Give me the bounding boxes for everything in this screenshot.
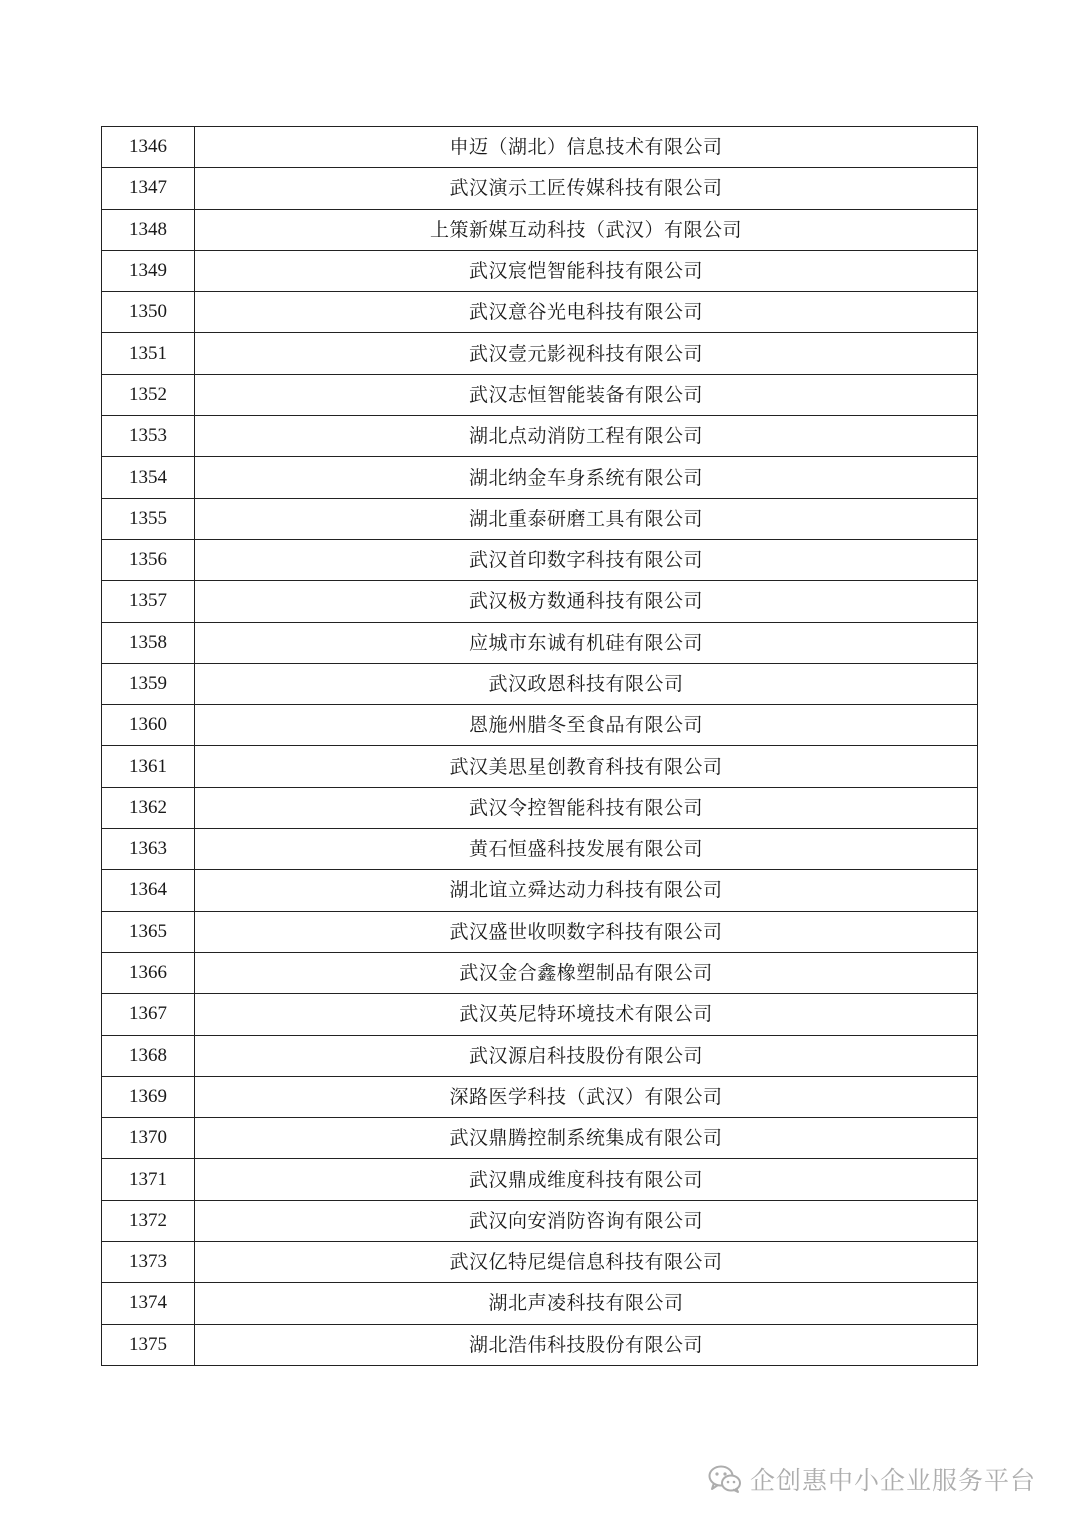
company-name-cell: 武汉令控智能科技有限公司	[195, 787, 978, 828]
row-number-cell: 1359	[102, 663, 195, 704]
row-number-cell: 1374	[102, 1283, 195, 1324]
row-number-cell: 1364	[102, 870, 195, 911]
table-row	[102, 829, 978, 870]
row-number-cell: 1348	[102, 209, 195, 250]
table-row	[102, 168, 978, 209]
company-name-cell: 武汉盛世收呗数字科技有限公司	[195, 911, 978, 952]
table-row	[102, 333, 978, 374]
table-row	[102, 952, 978, 993]
company-name-cell: 湖北点动消防工程有限公司	[195, 416, 978, 457]
table-row	[102, 250, 978, 291]
company-name-cell: 武汉美思星创教育科技有限公司	[195, 746, 978, 787]
row-number-cell: 1356	[102, 539, 195, 580]
company-name-cell: 武汉鼎成维度科技有限公司	[195, 1159, 978, 1200]
table-row	[102, 1324, 978, 1365]
row-number-cell: 1352	[102, 374, 195, 415]
row-number-cell: 1370	[102, 1118, 195, 1159]
company-name-cell: 武汉演示工匠传媒科技有限公司	[195, 168, 978, 209]
row-number-cell: 1361	[102, 746, 195, 787]
table-row	[102, 1283, 978, 1324]
row-number-cell: 1363	[102, 829, 195, 870]
row-number-cell: 1365	[102, 911, 195, 952]
company-name-cell: 武汉政恩科技有限公司	[195, 663, 978, 704]
table-row	[102, 416, 978, 457]
company-name-cell: 武汉源启科技股份有限公司	[195, 1035, 978, 1076]
company-name-cell: 申迈（湖北）信息技术有限公司	[195, 127, 978, 168]
row-number-cell: 1369	[102, 1076, 195, 1117]
row-number-cell: 1367	[102, 994, 195, 1035]
row-number-cell: 1355	[102, 498, 195, 539]
table-row	[102, 1159, 978, 1200]
row-number-cell: 1347	[102, 168, 195, 209]
table-row	[102, 1035, 978, 1076]
row-number-cell: 1371	[102, 1159, 195, 1200]
table-row	[102, 622, 978, 663]
row-number-cell: 1354	[102, 457, 195, 498]
company-name-cell: 上策新媒互动科技（武汉）有限公司	[195, 209, 978, 250]
table-row	[102, 746, 978, 787]
row-number-cell: 1372	[102, 1200, 195, 1241]
row-number-cell: 1353	[102, 416, 195, 457]
company-name-cell: 武汉意谷光电科技有限公司	[195, 292, 978, 333]
company-list-table	[101, 126, 978, 1366]
company-name-cell: 湖北纳金车身系统有限公司	[195, 457, 978, 498]
row-number-cell: 1362	[102, 787, 195, 828]
company-name-cell: 黄石恒盛科技发展有限公司	[195, 829, 978, 870]
row-number-cell: 1375	[102, 1324, 195, 1365]
company-name-cell: 湖北重泰研磨工具有限公司	[195, 498, 978, 539]
table-row	[102, 581, 978, 622]
company-name-cell: 武汉极方数通科技有限公司	[195, 581, 978, 622]
watermark-text: 企创惠中小企业服务平台	[750, 1466, 1037, 1495]
company-name-cell: 恩施州腊冬至食品有限公司	[195, 705, 978, 746]
company-name-cell: 武汉向安消防咨询有限公司	[195, 1200, 978, 1241]
table-row	[102, 539, 978, 580]
company-name-cell: 深路医学科技（武汉）有限公司	[195, 1076, 978, 1117]
table-row	[102, 1200, 978, 1241]
table-row	[102, 457, 978, 498]
table-row	[102, 705, 978, 746]
company-name-cell: 武汉志恒智能装备有限公司	[195, 374, 978, 415]
table-row	[102, 209, 978, 250]
company-name-cell: 武汉鼎腾控制系统集成有限公司	[195, 1118, 978, 1159]
row-number-cell: 1373	[102, 1242, 195, 1283]
watermark	[708, 1459, 1068, 1499]
table-row	[102, 1118, 978, 1159]
table-row	[102, 1242, 978, 1283]
company-name-cell: 湖北浩伟科技股份有限公司	[195, 1324, 978, 1365]
row-number-cell: 1349	[102, 250, 195, 291]
table-row	[102, 994, 978, 1035]
row-number-cell: 1366	[102, 952, 195, 993]
wechat-icon	[708, 1464, 742, 1494]
company-name-cell: 武汉壹元影视科技有限公司	[195, 333, 978, 374]
table-body	[102, 127, 978, 1366]
company-name-cell: 湖北声凌科技有限公司	[195, 1283, 978, 1324]
company-name-cell: 武汉英尼特环境技术有限公司	[195, 994, 978, 1035]
company-name-cell: 湖北谊立舜达动力科技有限公司	[195, 870, 978, 911]
row-number-cell: 1350	[102, 292, 195, 333]
company-name-cell: 武汉宸恺智能科技有限公司	[195, 250, 978, 291]
table-row	[102, 292, 978, 333]
row-number-cell: 1357	[102, 581, 195, 622]
table-row	[102, 374, 978, 415]
table-row	[102, 663, 978, 704]
table-row	[102, 911, 978, 952]
row-number-cell: 1351	[102, 333, 195, 374]
company-name-cell: 武汉金合鑫橡塑制品有限公司	[195, 952, 978, 993]
table-row	[102, 498, 978, 539]
company-name-cell: 武汉亿特尼缇信息科技有限公司	[195, 1242, 978, 1283]
company-name-cell: 应城市东诚有机硅有限公司	[195, 622, 978, 663]
table-row	[102, 870, 978, 911]
row-number-cell: 1346	[102, 127, 195, 168]
row-number-cell: 1368	[102, 1035, 195, 1076]
table-row	[102, 1076, 978, 1117]
row-number-cell: 1360	[102, 705, 195, 746]
row-number-cell: 1358	[102, 622, 195, 663]
company-name-cell: 武汉首印数字科技有限公司	[195, 539, 978, 580]
table-row	[102, 787, 978, 828]
table-row	[102, 127, 978, 168]
